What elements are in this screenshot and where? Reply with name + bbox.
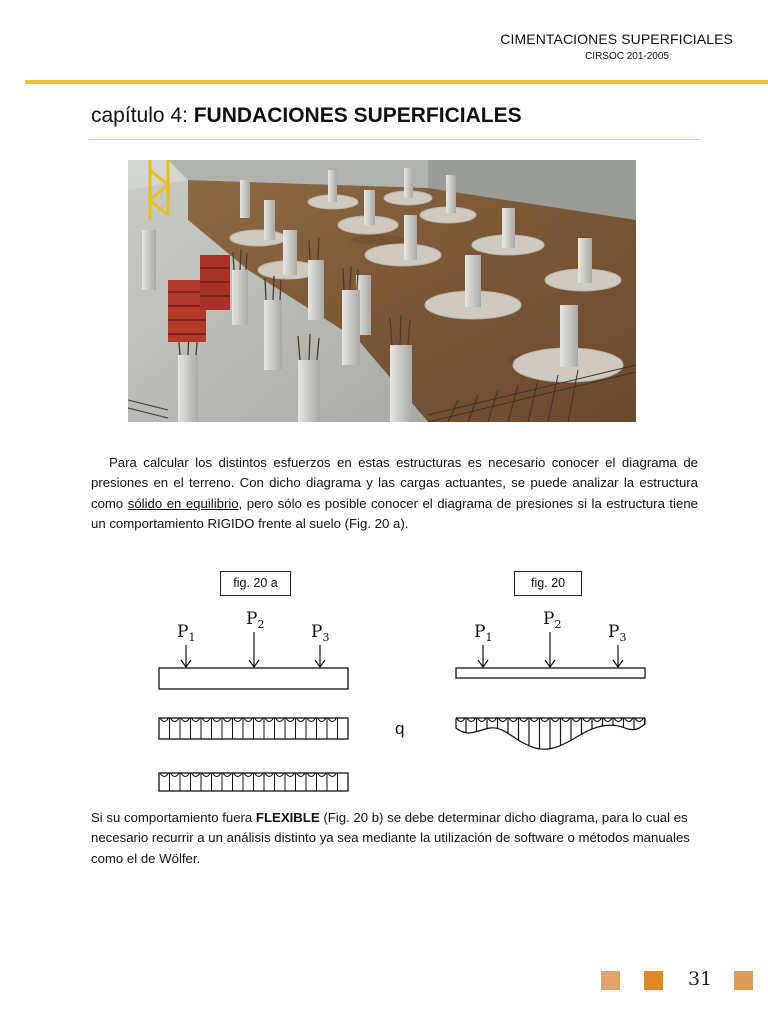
fig-label-b: fig. 20 [514, 571, 582, 596]
chapter-prefix: capítulo 4: [91, 104, 194, 127]
header-title: CIMENTACIONES SUPERFICIALES [500, 31, 733, 47]
header-subtitle: CIRSOC 201-2005 [585, 51, 669, 62]
load-p1-b: $P_1$ [474, 622, 493, 644]
paragraph2-bold: FLEXIBLE [255, 810, 320, 825]
figure-b-arrows [478, 632, 623, 667]
q-label: q [395, 719, 405, 738]
pressure-diagrams [150, 600, 660, 800]
fig-label-a: fig. 20 a [220, 571, 291, 596]
construction-photo [128, 160, 636, 422]
chapter-heading [91, 104, 522, 128]
rigid-pressure-diagram-2 [159, 773, 348, 791]
load-p3-a: $P_3$ [311, 622, 330, 644]
load-p1-a: $P_1$ [177, 622, 196, 644]
paragraph2-part1: Si su comportamiento fuera [91, 810, 256, 825]
chapter-title: FUNDACIONES SUPERFICIALES [193, 104, 522, 127]
flexible-beam [456, 668, 645, 678]
page-number: 31 [688, 968, 713, 990]
load-p2-a: $P_2$ [246, 609, 265, 631]
footer-square-3 [734, 971, 753, 990]
paragraph1-part1: Para calcular los distintos esfuerzos en estas estructuras es necesario conocer el diagrama de presiones en el terreno. Con dicho diagrama y las cargas actuantes, se puede analizar la estructura como [91, 455, 698, 511]
load-p2-b: $P_2$ [543, 609, 562, 631]
paragraph-flexible [91, 808, 698, 869]
header-rule [25, 80, 768, 84]
chapter-rule [89, 139, 700, 140]
footer-square-2 [644, 971, 663, 990]
paragraph-rigid [91, 453, 698, 534]
paragraph1-part2: , pero sólo es posible conocer el diagrama de presiones si la estructura tiene un comportamiento RIGIDO frente al suelo (Fig. 20 a). [91, 495, 698, 531]
figure-a-arrows [181, 632, 325, 667]
flexible-pressure-diagram [456, 718, 645, 749]
figure-a-loads [177, 609, 329, 644]
rigid-beam [159, 668, 348, 689]
paragraph2-part2: (Fig. 20 b) se debe determinar dicho diagrama, para lo cual es necesario recurrir a un análisis distinto ya sea mediante la utilización de software o métodos manuales como el de Wölfer. [91, 810, 690, 866]
rigid-pressure-diagram [159, 718, 348, 739]
load-p3-b: $P_3$ [608, 622, 627, 644]
footer-square-1 [601, 971, 620, 990]
paragraph1-underlined: sólido en equilibrio [127, 495, 239, 511]
